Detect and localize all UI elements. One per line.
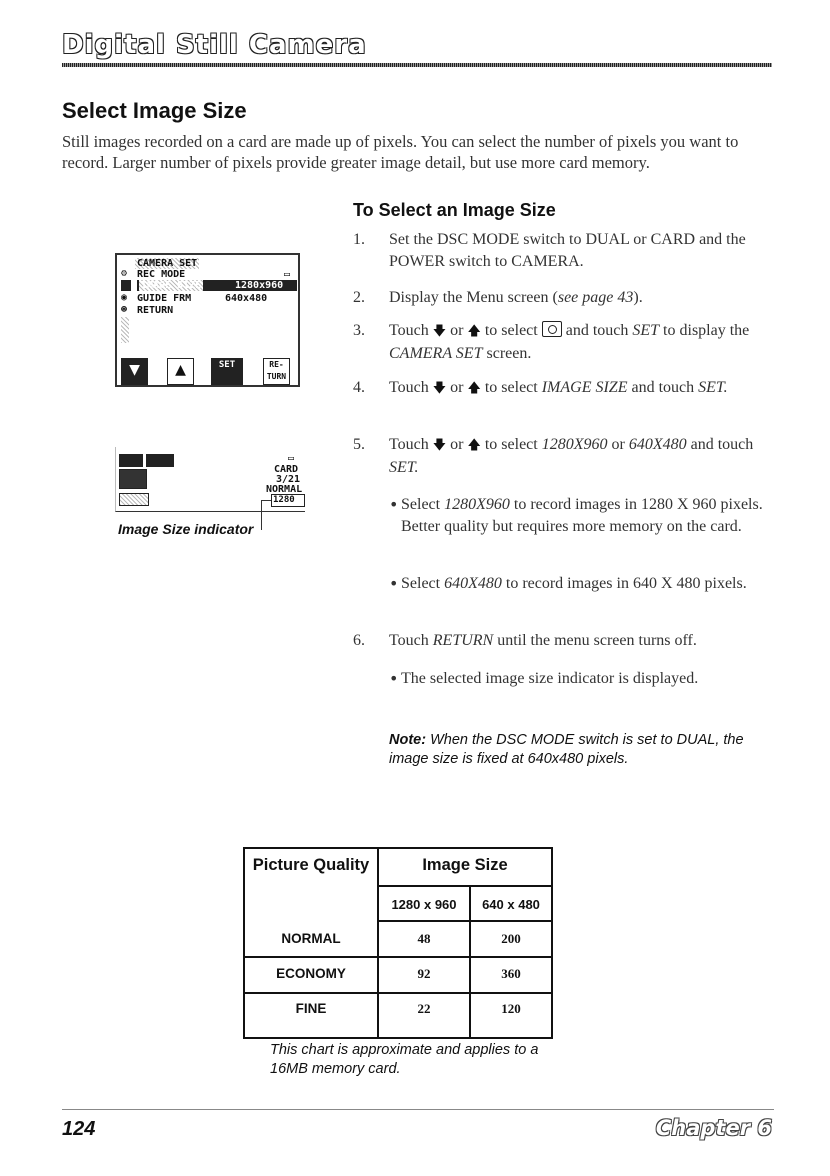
table-cell: 22 [417,1001,431,1016]
header-picture-quality: Picture Quality [252,856,370,874]
page-header-title: Digital Still Camera [62,30,367,60]
step-number: 5. [353,436,365,453]
guide-frame-row: GUIDE FRM [137,293,192,304]
down-arrow-icon: 🡇 [432,324,447,339]
return-row: RETURN [137,305,174,316]
bullet-640: • Select 640X480 to record images in 640 X 480 pixels. [389,574,747,593]
table-divider [245,956,551,958]
step-number: 1. [353,231,365,248]
step-2 [353,287,778,309]
indicator-caption: Image Size indicator [118,521,254,537]
table-caption: This chart is approximate and applies to a 16MB memory card. [270,1042,539,1077]
table-divider [377,885,551,887]
step-6 [353,630,778,652]
col-1280: 1280 x 960 [391,897,457,912]
gamma-icon [119,469,147,489]
step-text: Touch 🡇 or 🡅 to select 1280X960 or 640X480 and touch SET. [389,436,754,476]
bullet-dot: • [389,495,399,514]
down-arrow-icon: 🡇 [432,438,447,453]
up-arrow-icon: 🡅 [467,438,481,453]
camera-set-icon [542,321,562,337]
image-size-value: 1280x960 [235,280,284,291]
up-arrow-icon: 🡅 [467,381,481,396]
screen-title: CAMERA SET [137,258,198,269]
clock-icon: ◉ [121,292,128,303]
camera-set-icon [121,280,131,291]
rec-mode-icon: ⚙ [121,268,128,279]
step-text: Set the DSC MODE switch to DUAL or CARD and the POWER switch to CAMERA. [389,231,746,270]
step-3 [353,320,778,365]
info-icon: ⊛ [121,304,128,315]
rec-mode-row: REC MODE [137,269,186,280]
quality-label: NORMAL [266,484,303,495]
up-button[interactable]: ▲ [167,358,194,385]
col-640: 640 x 480 [482,897,540,912]
step-5 [353,434,778,479]
card-icon: ▭ [284,269,291,280]
indicator-leader [261,500,262,530]
flash-icon [146,454,174,467]
header-rule [62,63,772,67]
procedure-title: To Select an Image Size [353,200,556,220]
table-cell: 120 [501,1001,521,1016]
step-text: Touch 🡇 or 🡅 to select and touch SET to display the CAMERA SET screen. [389,322,750,362]
chapter-label: Chapter 6 [655,1116,772,1140]
status-screen [115,447,305,512]
indicator-leader-h [261,500,271,501]
table-cell: 200 [501,931,521,946]
storage-label: CARD [274,464,299,475]
image-size-row: IMAGE SIZE [141,280,202,291]
card-icon: ▭ [288,453,295,464]
footer-rule [62,1109,774,1110]
header-image-size: Image Size [422,856,508,874]
page-number: 124 [62,1118,96,1140]
set-button[interactable]: SET [211,358,243,385]
return-button[interactable]: RE-TURN [263,358,290,385]
step-number: 4. [353,379,365,396]
step-1 [353,229,778,273]
step-number: 3. [353,322,365,339]
table-row-quality: NORMAL [281,931,341,946]
table-divider [377,920,551,922]
step-text: Touch RETURN until the menu screen turns off. [389,632,697,649]
page-reference: see page 43 [557,289,634,306]
shot-count: 3/21 [276,474,301,485]
note-label: Note: [389,732,427,748]
step-4 [353,377,778,400]
image-size-indicator: 1280 [271,494,305,507]
bullet-1280: • Select 1280X960 to record images in 1280 X 960 pixels. Better quality but requires more memory on the card. [389,495,763,535]
step-text: Display the Menu screen (see page 43). [389,289,643,306]
scroll-track [121,317,129,343]
bullet-dot: • [389,574,399,593]
note-text: When the DSC MODE switch is set to DUAL, the image size is fixed at 640x480 pixels. [389,732,744,767]
section-title: Select Image Size [62,98,247,123]
camera-set-screen [115,253,300,387]
bullet-dot: • [389,669,399,688]
bullet-indicator: • The selected image size indicator is displayed. [389,669,699,688]
step-text: Touch 🡇 or 🡅 to select IMAGE SIZE and touch SET. [389,379,728,396]
table-row-quality: FINE [295,1001,327,1016]
down-button[interactable]: ▼ [121,358,148,385]
quality-table [243,847,553,1039]
table-divider [245,992,551,994]
down-arrow-icon: 🡇 [432,381,447,396]
guide-frame-value: 640x480 [225,293,268,304]
step-number: 6. [353,632,365,649]
mode-icon [119,454,143,467]
table-cell: 92 [417,966,431,981]
intro-paragraph: Still images recorded on a card are made up of pixels. You can select the number of pixels you want to record. Larger number of pixels provide greater image detail, but use more card memory. [62,132,739,172]
step-number: 2. [353,289,365,306]
up-arrow-icon: 🡅 [467,324,481,339]
table-row-quality: ECONOMY [276,966,346,981]
table-cell: 48 [417,931,431,946]
table-cell: 360 [501,966,521,981]
effect-icon [119,493,149,506]
note [389,731,749,769]
